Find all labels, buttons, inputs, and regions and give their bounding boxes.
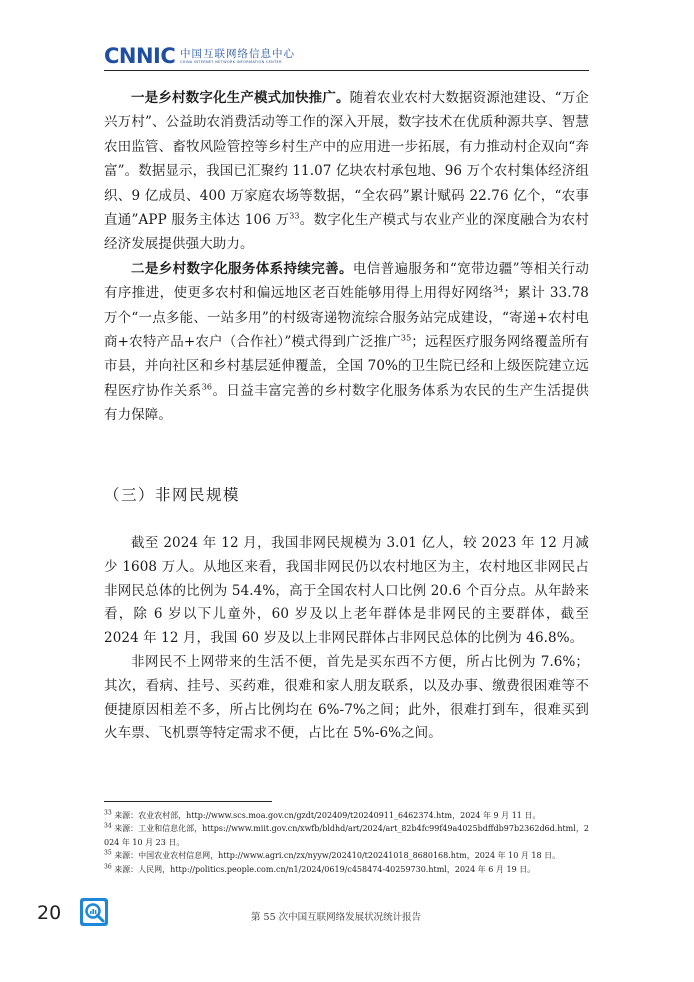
footnote-number: 33 xyxy=(104,809,112,817)
paragraph-lead: 一是乡村数字化生产模式加快推广。 xyxy=(131,90,350,106)
footnote-number: 36 xyxy=(104,862,112,870)
footnote-text[interactable]: 来源：工业和信息化部，https://www.miit.gov.cn/xwfb/bldhd/art/2024/art_82b4fc99f49a4025bdffdb97b2362d6d.html，2024 年 10 月 23 日。 xyxy=(104,824,589,847)
report-title: 第 55 次中国互联网络发展状况统计报告 xyxy=(251,912,422,923)
section-heading: （三）非网民规模 xyxy=(104,486,241,504)
footnote-text[interactable]: 来源：人民网，http://politics.people.com.cn/n1/2024/0619/c458474-40259730.html，2024 年 6 月 19 日。 xyxy=(114,864,536,874)
footnote-ref[interactable]: 33 xyxy=(289,211,300,221)
footnote-text[interactable]: 来源：中国农业农村信息网，http://www.agri.cn/zx/nyyw/202410/t20241018_8680168.htm，2024 年 10 月 18 日。 xyxy=(114,851,561,861)
paragraph-text: 随着农业农村大数据资源池建设、“万企兴万村”、公益助农消费活动等工作的深入开展，数字技术在优质种源共享、智慧农田监管、畜牧风险管控等乡村生产中的应用进一步拓展，有力推动村企双向“奔富”。数据显示，我国已汇聚约 11.07 亿块农村承包地、96 万个农村集体经济组织、9 亿成员、400 万家庭农场等数据，“全农码”累计赋码 22.76 亿个，“农事直通”APP 服务主体达 106 万 xyxy=(104,90,589,229)
paragraph-rural-production xyxy=(104,86,589,257)
paragraph-text: 。数字化生产模式与农业产业的深度融合为农村经济发展提供强大助力。 xyxy=(104,212,589,253)
footnote-text[interactable]: 来源：农业农村部，http://www.scs.moa.gov.cn/gzdt/202409/t20240911_6462374.htm，2024 年 9 月 11 日。 xyxy=(114,811,541,820)
page-header xyxy=(104,40,589,70)
footnote-number: 34 xyxy=(104,822,112,830)
paragraph-lead: 二是乡村数字化服务体系持续完善。 xyxy=(131,260,353,277)
paragraph-text: ；远程医疗服务网络覆盖所有市县，并向社区和乡村基层延伸覆盖，全国 70%的卫生院已经和上级医院建立远程医疗协作关系 xyxy=(104,334,589,399)
magnifier-report-icon xyxy=(79,897,109,927)
org-name-en: CHINA INTERNET NETWORK INFORMATION CENTER xyxy=(180,60,282,64)
footnote xyxy=(104,809,589,822)
footnotes xyxy=(104,809,589,876)
footnote xyxy=(104,822,589,849)
footnote-ref[interactable]: 36 xyxy=(201,382,213,392)
footnote-ref[interactable]: 35 xyxy=(400,333,412,343)
paragraph-rural-services xyxy=(104,257,589,428)
paragraph-non-netizen-scale: 截至 2024 年 12 月，我国非网民规模为 3.01 亿人，较 2023 年 12 月减少 1608 万人。从地区来看，我国非网民仍以农村地区为主，农村地区非网民占非网民总体的比例为 54.4%，高于全国农村人口比例 20.6 个百分点。从年龄来看，除 6 岁以下儿童外，60 岁及以上老年群体是非网民的主要群体，截至 2024 年 12 月，我国 60 岁及以上非网民群体占非网民总体的比例为 46.8%。 xyxy=(104,535,589,647)
footnote xyxy=(104,849,589,862)
footnote xyxy=(104,863,589,876)
cnnic-logo: CNNIC xyxy=(104,44,176,68)
paragraph-non-netizen-inconvenience: 非网民不上网带来的生活不便，首先是买东西不方便，所占比例为 7.6%；其次，看病、挂号、买药难，很难和家人朋友联系，以及办事、缴费很困难等不便捷原因相差不多，所占比例均在 6%-7%之间；此外，很难打到车，很难买到火车票、飞机票等特定需求不便，占比在 5%-6%之间。 xyxy=(104,653,589,742)
footnote-rule xyxy=(104,801,272,802)
org-name-cn: 中国互联网络信息中心 xyxy=(180,48,295,60)
page-number: 20 xyxy=(37,902,62,924)
paragraph-text: ；累计 33.78 万个“一点多能、一站多用”的村级寄递物流综合服务站完成建设，“寄递+农村电商+农特产品+农户（合作社）”模式得到广泛推广 xyxy=(104,285,589,351)
footnote-ref[interactable]: 34 xyxy=(493,284,504,294)
footnote-number: 35 xyxy=(104,849,112,857)
section-body xyxy=(104,532,589,746)
paragraph-text: 。日益丰富完善的乡村数字化服务体系为农民的生产生活提供有力保障。 xyxy=(104,382,589,424)
header-rule xyxy=(104,70,589,71)
main-body xyxy=(104,86,589,428)
paragraph-text: 电信普遍服务和“宽带边疆”等相关行动有序推进，使更多农村和偏远地区老百姓能够用得上用得好网络 xyxy=(104,260,589,302)
